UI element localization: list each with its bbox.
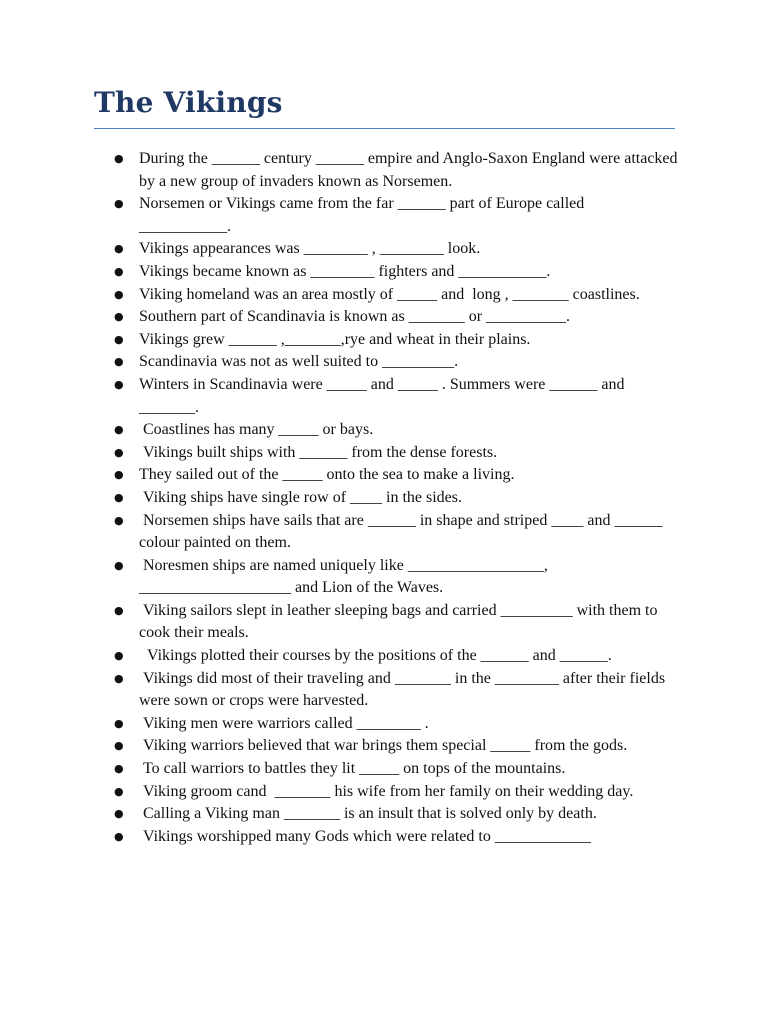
- list-item-text: Winters in Scandinavia were _____ and _____ . Summers were ______ and _______.: [139, 375, 629, 416]
- bullet-icon: ●: [114, 490, 124, 504]
- page-title: The Vikings: [94, 86, 283, 119]
- list-item-text: They sailed out of the _____ onto the sea to make a living.: [139, 466, 515, 484]
- list-item: [0, 284, 679, 307]
- question-list: [0, 148, 768, 848]
- list-item: [0, 713, 679, 736]
- bullet-icon: ●: [114, 649, 124, 663]
- list-item-text: Viking ships have single row of ____ in the sides.: [139, 488, 463, 506]
- bullet-icon: ●: [114, 513, 124, 527]
- list-item: [0, 781, 679, 804]
- list-item-text: Norsemen or Vikings came from the far ______ part of Europe called ___________.: [139, 195, 589, 235]
- list-item: [0, 442, 679, 465]
- list-item-text: During the ______ century ______ empire and Anglo-Saxon England were attacked by a new group of invaders known as Norsemen.: [139, 150, 682, 190]
- list-item-text: Viking warriors believed that war brings them special _____ from the gods.: [139, 737, 628, 755]
- list-item-text: Calling a Viking man _______ is an insult that is solved only by death.: [139, 805, 597, 823]
- list-item-text: Vikings grew ______ ,_______,rye and wheat in their plains.: [139, 330, 531, 348]
- list-item-text: Vikings worshipped many Gods which were related to ____________: [139, 827, 591, 845]
- bullet-icon: ●: [114, 197, 124, 211]
- bullet-icon: ●: [114, 287, 124, 301]
- list-item-text: Vikings appearances was ________ , ________ look.: [139, 240, 481, 258]
- list-item: [0, 600, 679, 645]
- list-item-text: Norsemen ships have sails that are ______ in shape and striped ____ and ______ colour painted on them.: [139, 511, 671, 552]
- list-item-text: Viking homeland was an area mostly of _____ and long , _______ coastlines.: [139, 285, 640, 303]
- list-item-text: Vikings built ships with ______ from the dense forests.: [139, 443, 498, 461]
- bullet-icon: ●: [114, 242, 124, 256]
- list-item: [0, 758, 679, 781]
- list-item-text: Noresmen ships are named uniquely like _________________, ___________________ and Lion of the Waves.: [139, 556, 552, 597]
- list-item-text: Vikings plotted their courses by the positions of the ______ and ______.: [139, 647, 612, 665]
- bullet-icon: ●: [114, 829, 124, 843]
- list-item-text: Vikings did most of their traveling and _______ in the ________ after their fields were sown or crops were harvested.: [139, 669, 670, 710]
- list-item: [0, 645, 679, 668]
- list-item: [0, 487, 679, 510]
- bullet-icon: ●: [114, 739, 124, 753]
- list-item: [0, 826, 679, 849]
- list-item-text: Vikings became known as ________ fighters and ___________.: [139, 262, 551, 280]
- list-item-text: Viking groom cand _______ his wife from her family on their wedding day.: [139, 782, 634, 800]
- list-item: [0, 261, 679, 284]
- list-item: [0, 374, 679, 419]
- bullet-icon: ●: [114, 152, 124, 165]
- bullet-icon: ●: [114, 264, 124, 278]
- bullet-icon: ●: [114, 558, 124, 572]
- bullet-icon: ●: [114, 671, 124, 685]
- list-item: [0, 419, 679, 442]
- bullet-icon: ●: [114, 423, 124, 437]
- list-item-text: Coastlines has many _____ or bays.: [139, 421, 374, 439]
- bullet-icon: ●: [114, 355, 124, 369]
- list-item: [0, 329, 679, 352]
- bullet-icon: ●: [114, 784, 124, 798]
- bullet-icon: ●: [114, 716, 124, 730]
- list-item-text: Viking sailors slept in leather sleeping bags and carried _________ with them to cook their meals.: [139, 601, 662, 642]
- bullet-icon: ●: [114, 762, 124, 776]
- bullet-icon: ●: [114, 445, 124, 459]
- list-item: [0, 351, 679, 374]
- list-item: [0, 803, 679, 826]
- list-item: [0, 193, 679, 238]
- list-item-text: Southern part of Scandinavia is known as _______ or __________.: [139, 308, 571, 326]
- list-item-text: Scandinavia was not as well suited to _________.: [139, 353, 459, 371]
- bullet-icon: ●: [114, 377, 124, 391]
- bullet-icon: ●: [114, 807, 124, 821]
- list-item: [0, 735, 679, 758]
- list-item: [0, 148, 682, 193]
- list-item: [0, 555, 679, 600]
- bullet-icon: ●: [114, 603, 124, 617]
- list-item: [0, 510, 679, 555]
- title-underline: [94, 128, 675, 129]
- bullet-icon: ●: [114, 310, 124, 324]
- list-item: [0, 238, 679, 261]
- list-item: [0, 306, 679, 329]
- list-item-text: Viking men were warriors called ________ .: [139, 714, 429, 732]
- list-item: [0, 464, 679, 487]
- bullet-icon: ●: [114, 332, 124, 346]
- list-item-text: To call warriors to battles they lit _____ on tops of the mountains.: [139, 760, 566, 778]
- bullet-icon: ●: [114, 468, 124, 482]
- list-item: [0, 668, 679, 713]
